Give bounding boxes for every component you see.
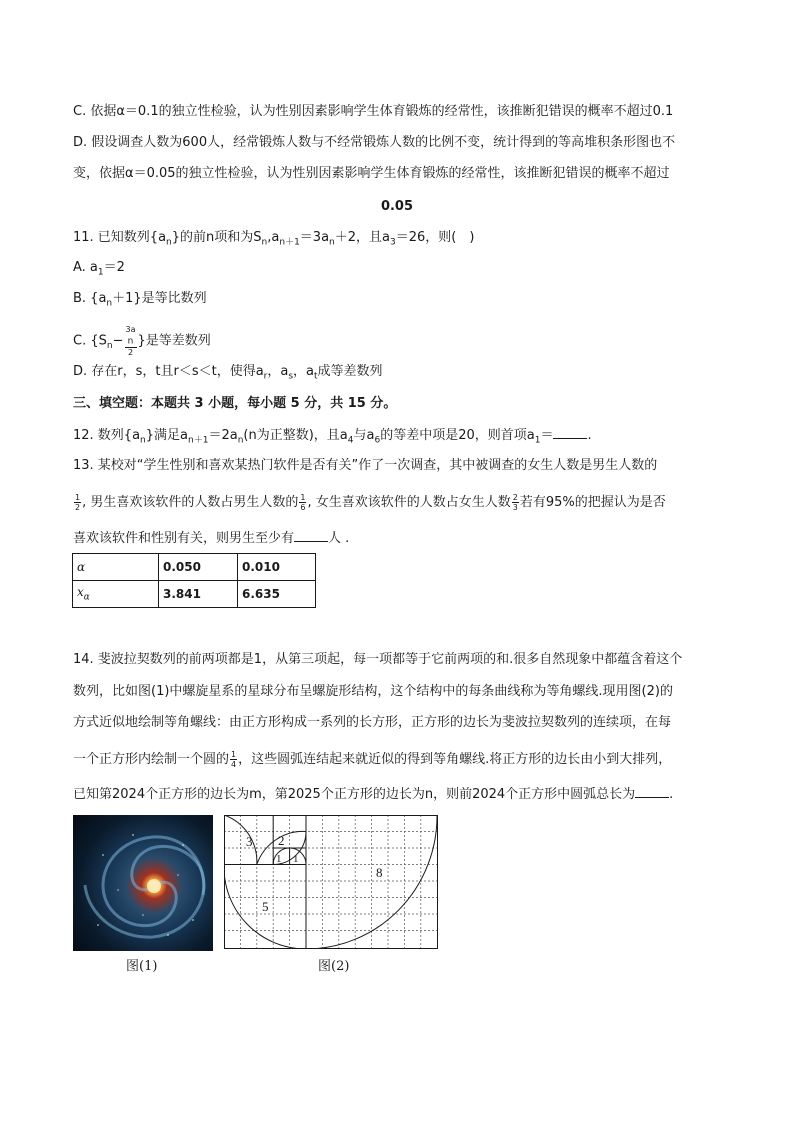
spiral-galaxy-image: [73, 815, 213, 951]
q10-option-d-line3: 0.05: [380, 199, 414, 214]
q14-fraction-quarter: $\frac{1}{4}$: [231, 750, 237, 769]
q13-line2: $\frac{1}{2}$ , 男生喜欢该软件的人数占男生人数的 $\frac{1}{6}$ , 女生喜欢该软件的人数占女生人数 $\frac{2}{3}$ 若有95%的把握认为是否: [75, 493, 666, 512]
figure-1-caption: 图(1): [126, 959, 158, 974]
q14-line5: 已知第2024个正方形的边长为m，第2025个正方形的边长为n，则前2024个正方形中圆弧总长为 .: [73, 787, 674, 802]
spiral-galaxy-arms: [73, 815, 213, 951]
q13-fraction-two-thirds: $\frac{2}{3}$: [512, 493, 518, 512]
square-label-2: 2: [278, 833, 285, 848]
q10-option-d-line2: 变，依据α＝0.05的独立性检验，认为性别因素影响学生体育锻炼的经常性，该推断犯错误的概率不超过: [73, 166, 670, 181]
table-cell: 0.010: [238, 554, 316, 581]
q13-line1: 13. 某校对“学生性别和喜欢某热门软件是否有关”作了一次调查，其中被调查的女生人数是男生人数的: [73, 458, 658, 473]
q14-line3: 方式近似地绘制等角螺线：由正方形构成一系列的长方形，正方形的边长为斐波拉契数列的连续项，在每: [73, 715, 672, 730]
fibonacci-grid: [224, 815, 438, 949]
q14-line2: 数列，比如图(1)中螺旋星系的星球分布呈螺旋形结构，这个结构中的每条曲线称为等角螺线.现用图(2)的: [73, 684, 673, 699]
figure-2-caption: 图(2): [318, 959, 350, 974]
q11-option-c-fraction: 3a $_n$ 2: [125, 325, 136, 357]
q11-option-c: C. {$S_n-$ 3a $_n$ 2 }是等差数列: [73, 325, 211, 357]
q10-option-c: C. 依据α＝0.1的独立性检验，认为性别因素影响学生体育锻炼的经常性，该推断犯错误的概率不超过0.1: [73, 104, 674, 119]
q10-option-d-line1: D. 假设调查人数为600人，经常锻炼人数与不经常锻炼人数的比例不变，统计得到的等高堆积条形图也不: [73, 135, 676, 150]
q11-option-a: A. $a_1=2$: [73, 260, 125, 278]
q11-option-d: D. 存在r，s，t且r＜s＜t，使得$a_r$，$a_s$，$a_t$成等差数列: [73, 364, 383, 382]
q13-critical-value-table: [72, 553, 316, 608]
table-cell: $x_\alpha$: [73, 581, 159, 608]
q13-answer-blank[interactable]: [294, 529, 328, 542]
fibonacci-spiral-diagram: [224, 815, 438, 949]
square-label-1b: 1: [293, 853, 299, 865]
section-fill-in-heading: 三、填空题：本题共 3 小题，每小题 5 分，共 15 分。: [73, 396, 397, 411]
q11-stem: 11. 已知数列$\{a_n\}$的前n项和为$S_n,a_{n+1}=3a_n+2$，且$a_3=26$，则( ): [73, 230, 475, 248]
q13-fraction-half: $\frac{1}{2}$: [75, 493, 81, 512]
table-cell: 0.050: [159, 554, 238, 581]
q14-answer-blank[interactable]: [635, 785, 669, 798]
table-row: [73, 554, 316, 581]
q13-line3: 喜欢该软件和性别有关，则男生至少有 人 .: [73, 531, 350, 546]
q13-fraction-sixth: $\frac{1}{6}$: [300, 493, 306, 512]
q14-line4: 一个正方形内绘制一个圆的 $\frac{1}{4}$ ，这些圆弧连结起来就近似的得到等角螺线.将正方形的边长由小到大排列，: [73, 750, 672, 769]
square-label-8: 8: [376, 865, 383, 880]
q14-line1: 14. 斐波拉契数列的前两项都是1，从第三项起，每一项都等于它前两项的和.很多自然现象中都蕴含着这个: [73, 652, 683, 667]
table-row: [73, 581, 316, 608]
q11-option-b: B. $\{a_n+1\}$是等比数列: [73, 291, 207, 309]
table-cell: 6.635: [238, 581, 316, 608]
square-label-5: 5: [262, 899, 269, 914]
table-cell: α: [73, 554, 159, 581]
q12-stem: 12. 数列$\{a_n\}$满足$a_{n+1}=2a_n(n$为正整数)，且$a_4$与$a_6$的等差中项是20，则首项$a_1=$ .: [73, 428, 592, 446]
square-label-1a: 1: [276, 853, 282, 865]
table-cell: 3.841: [159, 581, 238, 608]
q12-answer-blank[interactable]: [553, 426, 587, 439]
square-label-3: 3: [246, 834, 253, 849]
